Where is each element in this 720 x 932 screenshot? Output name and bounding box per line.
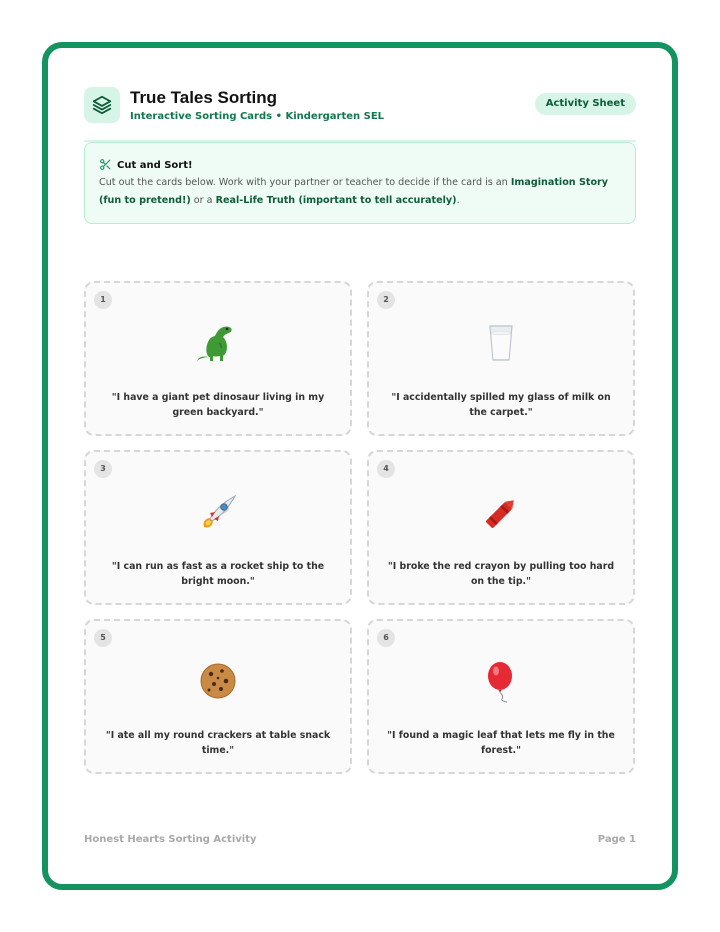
layers-icon xyxy=(84,87,120,123)
activity-sheet xyxy=(42,42,678,890)
imagination-highlight: Imagination Story (fun to pretend!) xyxy=(99,177,609,206)
card-number: 1 xyxy=(94,291,112,309)
sort-card[interactable] xyxy=(367,450,635,605)
balloon-icon xyxy=(369,661,633,705)
page-subtitle: Interactive Sorting Cards • Kindergarten SEL xyxy=(130,111,385,122)
card-number: 6 xyxy=(377,629,395,647)
card-text: "I broke the red crayon by pulling too hard on the tip." xyxy=(387,561,615,587)
card-number: 2 xyxy=(377,291,395,309)
page-header xyxy=(84,87,636,131)
card-text: "I found a magic leaf that lets me fly in the forest." xyxy=(387,730,615,756)
truth-highlight: Real-Life Truth (important to tell accurately) xyxy=(215,195,457,206)
page-title: True Tales Sorting xyxy=(130,88,278,107)
sheet-content xyxy=(84,48,636,884)
dinosaur-icon xyxy=(86,323,350,367)
card-text: "I can run as fast as a rocket ship to the bright moon." xyxy=(111,561,325,587)
instructions-title: Cut and Sort! xyxy=(117,160,193,171)
sort-card[interactable] xyxy=(84,619,352,774)
rocket-icon xyxy=(86,492,350,536)
milk-glass-icon xyxy=(369,323,633,367)
sort-card[interactable] xyxy=(84,281,352,436)
footer-title: Honest Hearts Sorting Activity xyxy=(84,834,257,845)
card-text: "I ate all my round crackers at table snack time." xyxy=(105,730,331,756)
card-text: "I have a giant pet dinosaur living in my green backyard." xyxy=(111,392,325,418)
crayon-icon xyxy=(369,492,633,536)
card-number: 3 xyxy=(94,460,112,478)
scissors-icon xyxy=(99,156,112,175)
sort-card[interactable] xyxy=(367,619,635,774)
card-text: "I accidentally spilled my glass of milk on the carpet." xyxy=(391,392,611,418)
cookie-icon xyxy=(86,661,350,705)
sort-card[interactable] xyxy=(84,450,352,605)
page-number: Page 1 xyxy=(597,834,636,845)
instructions-box xyxy=(84,142,636,224)
sort-card[interactable] xyxy=(367,281,635,436)
instructions-text: Cut out the cards below. Work with your partner or teacher to decide if the card is an Imagination Story (fun to pretend!) or a Real-Life Truth (important to tell accurately). xyxy=(99,177,609,206)
card-number: 5 xyxy=(94,629,112,647)
activity-badge: Activity Sheet xyxy=(535,93,636,115)
card-number: 4 xyxy=(377,460,395,478)
